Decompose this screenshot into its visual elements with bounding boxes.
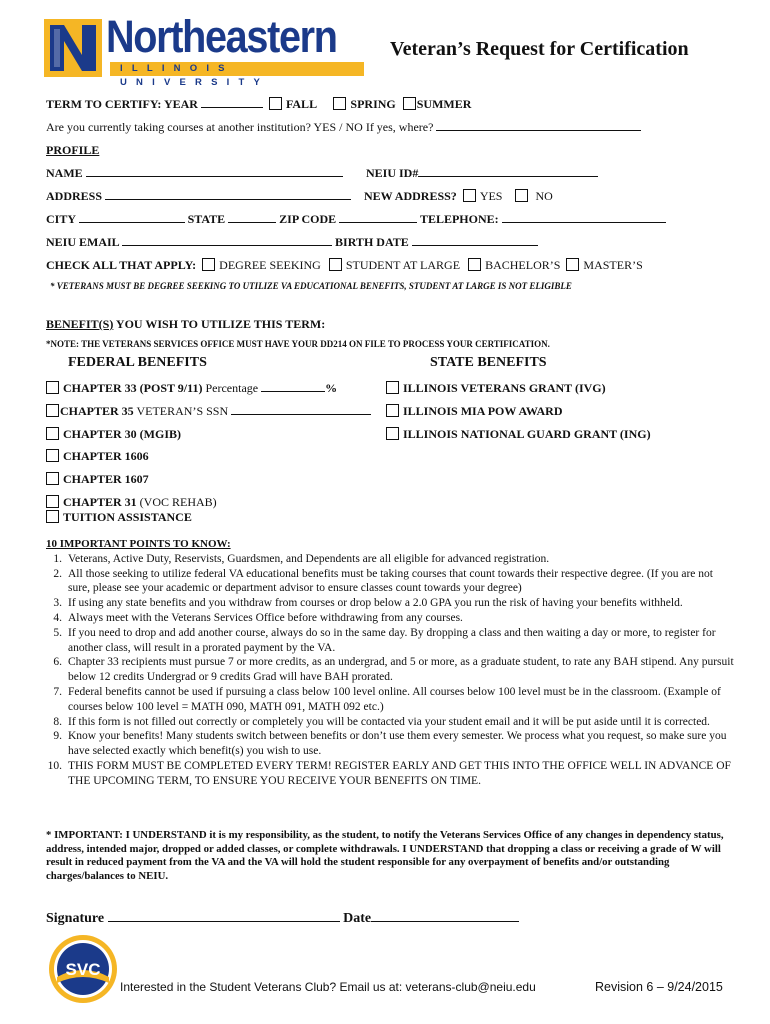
list-text: Know your benefits! Many students switch between benefits or don’t use them every semester. We process what you request, so make sure you have selected exactly which benefit(s) you wish to use. — [68, 730, 727, 758]
other-institution-field[interactable] — [436, 120, 641, 131]
ivg-label: ILLINOIS VETERANS GRANT (IVG) — [403, 381, 606, 395]
ch1607-checkbox[interactable] — [46, 472, 59, 485]
ch1606-row — [46, 449, 149, 464]
list-text: All those seeking to utilize federal VA educational benefits must be taking courses that count towards their respective degree. (If you are not sure, please see your academic or department advisor to ensure classes count towards your degree) — [68, 567, 713, 595]
email-label: NEIU EMAIL — [46, 235, 120, 249]
points-heading: 10 IMPORTANT POINTS TO KNOW: — [46, 538, 231, 550]
list-text: Always meet with the Veterans Services Office before withdrawing from any courses. — [68, 611, 463, 624]
ch1607-label: CHAPTER 1607 — [63, 472, 149, 486]
city-row — [46, 212, 666, 227]
list-text: Chapter 33 recipients must pursue 7 or more credits, as an undergrad, and 5 or more, as a graduate student, to rate any BAH stipend. Any pursuit below 12 credits Undergrad or 9 credits Grad will have BAH prorated. — [68, 656, 734, 684]
list-text: If this form is not filled out correctly or completely you will be contacted via your student email and it will be put aside until it is corrected. — [68, 715, 710, 728]
email-field[interactable] — [122, 235, 332, 246]
list-number: 10. — [47, 759, 62, 772]
list-item — [46, 626, 736, 656]
dd214-note: *NOTE: THE VETERANS SERVICES OFFICE MUST HAVE YOUR DD214 ON FILE TO PROCESS YOUR CERTIFICATION. — [46, 339, 550, 349]
degree-seeking-checkbox[interactable] — [202, 258, 215, 271]
mia-label: ILLINOIS MIA POW AWARD — [403, 404, 563, 418]
address-field[interactable] — [105, 189, 351, 200]
ch35-ssn-label: VETERAN’S SSN — [133, 404, 229, 418]
list-text: If you need to drop and add another course, always do so in the same day. By dropping a class and then waiting a day or more, to register for another class, will result in a prorated payment by the VA. — [68, 626, 716, 654]
ing-checkbox[interactable] — [386, 427, 399, 440]
list-text: Veterans, Active Duty, Reservists, Guardsmen, and Dependents are all eligible for advanced registration. — [68, 552, 550, 565]
new-address-no-checkbox[interactable] — [515, 189, 528, 202]
ch33-label: CHAPTER 33 (POST 9/11) — [63, 381, 203, 395]
date-label: Date — [343, 911, 372, 926]
ch35-label: CHAPTER 35 — [60, 404, 134, 418]
list-item — [46, 567, 736, 597]
ch35-ssn-field[interactable] — [231, 404, 371, 415]
list-item — [46, 715, 736, 730]
new-address-yes-label: YES — [479, 189, 503, 203]
list-item — [46, 759, 736, 789]
ch33-percentage-field[interactable] — [261, 381, 325, 392]
new-address-label: NEW ADDRESS? — [364, 189, 457, 203]
list-item — [46, 552, 736, 567]
masters-label: MASTER’S — [583, 258, 643, 272]
ch33-percentage-label: Percentage — [202, 381, 259, 395]
list-item — [46, 655, 736, 685]
term-row — [46, 97, 471, 112]
list-item — [46, 596, 736, 611]
neiu-id-label: NEIU ID# — [366, 166, 419, 180]
list-number: 1. — [53, 552, 62, 565]
list-item — [46, 685, 736, 715]
ch33-row — [46, 381, 337, 396]
list-number: 2. — [53, 567, 62, 580]
city-label: CITY — [46, 212, 76, 226]
ivg-row — [386, 381, 606, 396]
bachelors-checkbox[interactable] — [468, 258, 481, 271]
telephone-label: TELEPHONE: — [419, 212, 499, 226]
ch35-checkbox[interactable] — [46, 404, 59, 417]
spring-checkbox[interactable] — [333, 97, 346, 110]
state-field[interactable] — [228, 212, 276, 223]
ch33-checkbox[interactable] — [46, 381, 59, 394]
masters-checkbox[interactable] — [566, 258, 579, 271]
summer-checkbox[interactable] — [403, 97, 416, 110]
term-year-field[interactable] — [201, 97, 263, 108]
list-number: 9. — [53, 730, 62, 743]
telephone-field[interactable] — [502, 212, 666, 223]
benefits-heading-underlined: BENEFIT(S) — [46, 317, 114, 331]
list-number: 8. — [53, 715, 62, 728]
new-address-no-label: NO — [535, 189, 553, 203]
list-number: 5. — [53, 626, 62, 639]
benefits-heading-rest: YOU WISH TO UTILIZE THIS TERM: — [113, 317, 326, 331]
ch31-note: (VOC REHAB) — [136, 495, 217, 509]
state-label: STATE — [187, 212, 226, 226]
club-info: Interested in the Student Veterans Club? Email us at: veterans-club@neiu.edu — [120, 980, 536, 994]
fall-label: FALL — [285, 97, 317, 111]
neiu-id-field[interactable] — [418, 166, 598, 177]
neiu-id-row — [366, 166, 598, 181]
list-number: 4. — [53, 611, 62, 624]
date-field[interactable] — [371, 910, 519, 922]
ch31-checkbox[interactable] — [46, 495, 59, 508]
state-benefits-heading: STATE BENEFITS — [430, 355, 547, 370]
ch1606-checkbox[interactable] — [46, 449, 59, 462]
bachelors-label: BACHELOR’S — [485, 258, 561, 272]
check-all-label: CHECK ALL THAT APPLY: — [46, 258, 197, 272]
percent-sign: % — [325, 381, 338, 395]
signature-field[interactable] — [108, 910, 340, 922]
ch30-row — [46, 427, 181, 442]
tuition-checkbox[interactable] — [46, 510, 59, 523]
zip-field[interactable] — [339, 212, 417, 223]
student-at-large-checkbox[interactable] — [329, 258, 342, 271]
signature-row — [46, 910, 519, 927]
birth-date-label: BIRTH DATE — [335, 235, 409, 249]
list-text: Federal benefits cannot be used if pursuing a class below 100 level online. All courses below 100 level must be in the classroom. (Example of courses below 100 level = MATH 090, MATH 091, MATH 092 etc.) — [68, 685, 721, 713]
list-text: THIS FORM MUST BE COMPLETED EVERY TERM! REGISTER EARLY AND GET THIS INTO THE OFFICE WELL IN ADVANCE OF THE UPCOMING TERM, TO ENSURE YOU RECEIVE YOUR BENEFITS ON TIME. — [68, 759, 731, 787]
tuition-row — [46, 510, 192, 525]
address-row — [46, 189, 351, 204]
other-institution-question: Are you currently taking courses at another institution? YES / NO If yes, where? — [46, 120, 434, 134]
neiu-logo — [44, 11, 364, 88]
ch1606-label: CHAPTER 1606 — [63, 449, 149, 463]
list-number: 6. — [53, 656, 62, 669]
list-number: 7. — [53, 685, 62, 698]
fall-checkbox[interactable] — [269, 97, 282, 110]
form-title: Veteran’s Request for Certification — [390, 38, 689, 60]
city-field[interactable] — [79, 212, 185, 223]
summer-label: SUMMER — [416, 97, 472, 111]
degree-seeking-label: DEGREE SEEKING — [219, 258, 321, 272]
list-text: If using any state benefits and you withdraw from courses or drop below a 2.0 GPA you run the risk of having your benefits withheld. — [68, 597, 683, 610]
ivg-checkbox[interactable] — [386, 381, 399, 394]
name-row — [46, 166, 343, 181]
federal-benefits-heading: FEDERAL BENEFITS — [68, 355, 207, 370]
important-acknowledgement: * IMPORTANT: I UNDERSTAND it is my responsibility, as the student, to notify the Veterans Services Office of any changes in dependency status, address, intended major, dropped or added classes, or complete withdrawals. I UNDERSTAND that dropping a class or receiving a grade of W will result in reduced payment from the VA and the VA will hold the student responsible for any overpayment of benefits and/or outstanding charges/balances to NEIU. — [46, 829, 724, 882]
ing-label: ILLINOIS NATIONAL GUARD GRANT (ING) — [403, 427, 651, 441]
profile-heading: PROFILE — [46, 143, 100, 157]
zip-label: ZIP CODE — [279, 212, 337, 226]
mia-checkbox[interactable] — [386, 404, 399, 417]
student-at-large-label: STUDENT AT LARGE — [345, 258, 461, 272]
ch35-row — [46, 404, 371, 419]
list-item — [46, 611, 736, 626]
new-address-yes-checkbox[interactable] — [463, 189, 476, 202]
revision-info: Revision 6 – 9/24/2015 — [595, 980, 723, 994]
logo-wordmark: Northeastern — [106, 11, 337, 62]
mia-row — [386, 404, 562, 419]
important-points — [46, 537, 736, 789]
other-institution-row — [46, 120, 641, 135]
svc-seal-icon — [47, 933, 119, 1005]
ch31-label: CHAPTER 31 — [63, 495, 137, 509]
tuition-label: TUITION ASSISTANCE — [63, 510, 192, 524]
list-number: 3. — [53, 597, 62, 610]
birth-date-field[interactable] — [412, 235, 538, 246]
address-label: ADDRESS — [46, 189, 103, 203]
neiu-logo-mark-icon — [44, 19, 102, 77]
ch31-row — [46, 495, 217, 510]
ing-row — [386, 427, 651, 442]
degree-seeking-note: * VETERANS MUST BE DEGREE SEEKING TO UTILIZE VA EDUCATIONAL BENEFITS, STUDENT AT LARGE IS NOT ELIGIBLE — [50, 281, 572, 291]
term-year-label: TERM TO CERTIFY: YEAR — [46, 97, 198, 111]
spring-label: SPRING — [350, 97, 396, 111]
ch1607-row — [46, 472, 149, 487]
benefits-heading — [46, 317, 325, 332]
ch30-checkbox[interactable] — [46, 427, 59, 440]
ch30-label: CHAPTER 30 (MGIB) — [63, 427, 181, 441]
list-item — [46, 729, 736, 759]
status-row — [46, 258, 643, 273]
email-row — [46, 235, 538, 250]
seal-text: SVC — [65, 960, 101, 979]
logo-subtitle: ILLINOIS UNIVERSITY — [110, 62, 364, 76]
new-address-row — [364, 189, 553, 204]
name-label: NAME — [46, 166, 83, 180]
name-field[interactable] — [86, 166, 343, 177]
signature-label: Signature — [46, 911, 105, 926]
